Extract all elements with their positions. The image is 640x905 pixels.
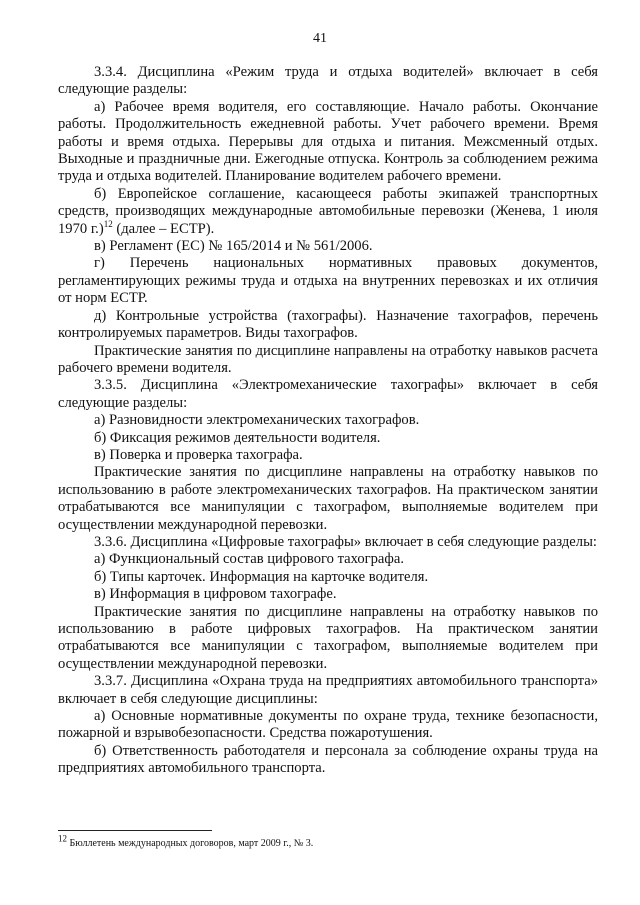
paragraph-3-3-4-b-text: б) Европейское соглашение, касающееся работы экипажей транспортных средств, производящих международные автомобильные перевозки (Женева, 1 июля 1970 г.) (58, 185, 598, 237)
paragraph-3-3-4-g: г) Перечень национальных нормативных правовых документов, регламентирующих режимы труда и отдыха на внутренних перевозках и их отличия от норм ЕСТР. (58, 255, 598, 307)
paragraph-3-3-6-heading: 3.3.6. Дисциплина «Цифровые тахографы» включает в себя следующие разделы: (94, 533, 597, 550)
footnote-text: Бюллетень международных договоров, март 2009 г., № 3. (69, 838, 314, 849)
paragraph-3-3-6-a: а) Функциональный состав цифрового тахографа. (94, 551, 404, 568)
paragraph-3-3-5-v: в) Поверка и проверка тахографа. (94, 446, 303, 463)
paragraph-3-3-4-b (58, 186, 598, 238)
document-body (58, 64, 598, 778)
footnote-number: 12 (58, 833, 67, 844)
paragraph-3-3-5-practice: Практические занятия по дисциплине направлены на отработку навыков по использованию в работе электромеханических тахографов. На практическом занятии отрабатываются все манипуляции с тахографом, выполняемые водителем при осуществлении международной перевозки. (58, 464, 598, 533)
paragraph-3-3-4-heading: 3.3.4. Дисциплина «Режим труда и отдыха водителей» включает в себя следующие разделы: (58, 64, 598, 98)
footnote-reference[interactable]: 12 (103, 218, 113, 229)
page-number: 41 (313, 31, 327, 46)
paragraph-3-3-4-v: в) Регламент (ЕС) № 165/2014 и № 561/2006. (94, 238, 373, 255)
paragraph-3-3-5-heading: 3.3.5. Дисциплина «Электромеханические тахографы» включает в себя следующие разделы: (58, 377, 598, 411)
paragraph-3-3-4-d: д) Контрольные устройства (тахографы). Назначение тахографов, перечень контролируемых параметров. Виды тахографов. (58, 307, 598, 342)
paragraph-3-3-4-practice: Практические занятия по дисциплине направлены на отработку навыков расчета рабочего времени водителя. (58, 342, 598, 376)
paragraph-3-3-4-a: а) Рабочее время водителя, его составляющие. Начало работы. Окончание работы. Продолжительность ежедневной работы. Учет рабочего времени. Время работы и время отдыха. Перерывы для отдыха и питания. Межсменный отдых. Выходные и праздничные дни. Ежегодные отпуска. Контроль за соблюдением режима труда и отдыха водителей. Планирование водителем рабочего времени. (58, 98, 598, 185)
paragraph-3-3-6-v: в) Информация в цифровом тахографе. (94, 586, 337, 603)
paragraph-3-3-6-b: б) Типы карточек. Информация на карточке водителя. (94, 568, 429, 585)
paragraph-3-3-7-a: а) Основные нормативные документы по охране труда, технике безопасности, пожарной и взрывобезопасности. Средства пожаротушения. (58, 708, 598, 742)
paragraph-3-3-4-b-tail: (далее – ЕСТР). (112, 220, 215, 237)
paragraph-3-3-5-a: а) Разновидности электромеханических тахографов. (94, 412, 420, 429)
footnote (58, 833, 598, 850)
paragraph-3-3-5-b: б) Фиксация режимов деятельности водителя. (94, 429, 381, 446)
paragraph-3-3-6-practice: Практические занятия по дисциплине направлены на отработку навыков по использованию в работе цифровых тахографов. На практическом занятии отрабатываются все манипуляции с тахографом, выполняемые водителем при осуществлении международной перевозки. (58, 603, 598, 672)
footnote-divider (58, 830, 212, 831)
paragraph-3-3-7-heading: 3.3.7. Дисциплина «Охрана труда на предприятиях автомобильного транспорта» включает в себя следующие дисциплины: (58, 673, 598, 707)
paragraph-3-3-7-b: б) Ответственность работодателя и персонала за соблюдение охраны труда на предприятиях автомобильного транспорта. (58, 742, 598, 777)
